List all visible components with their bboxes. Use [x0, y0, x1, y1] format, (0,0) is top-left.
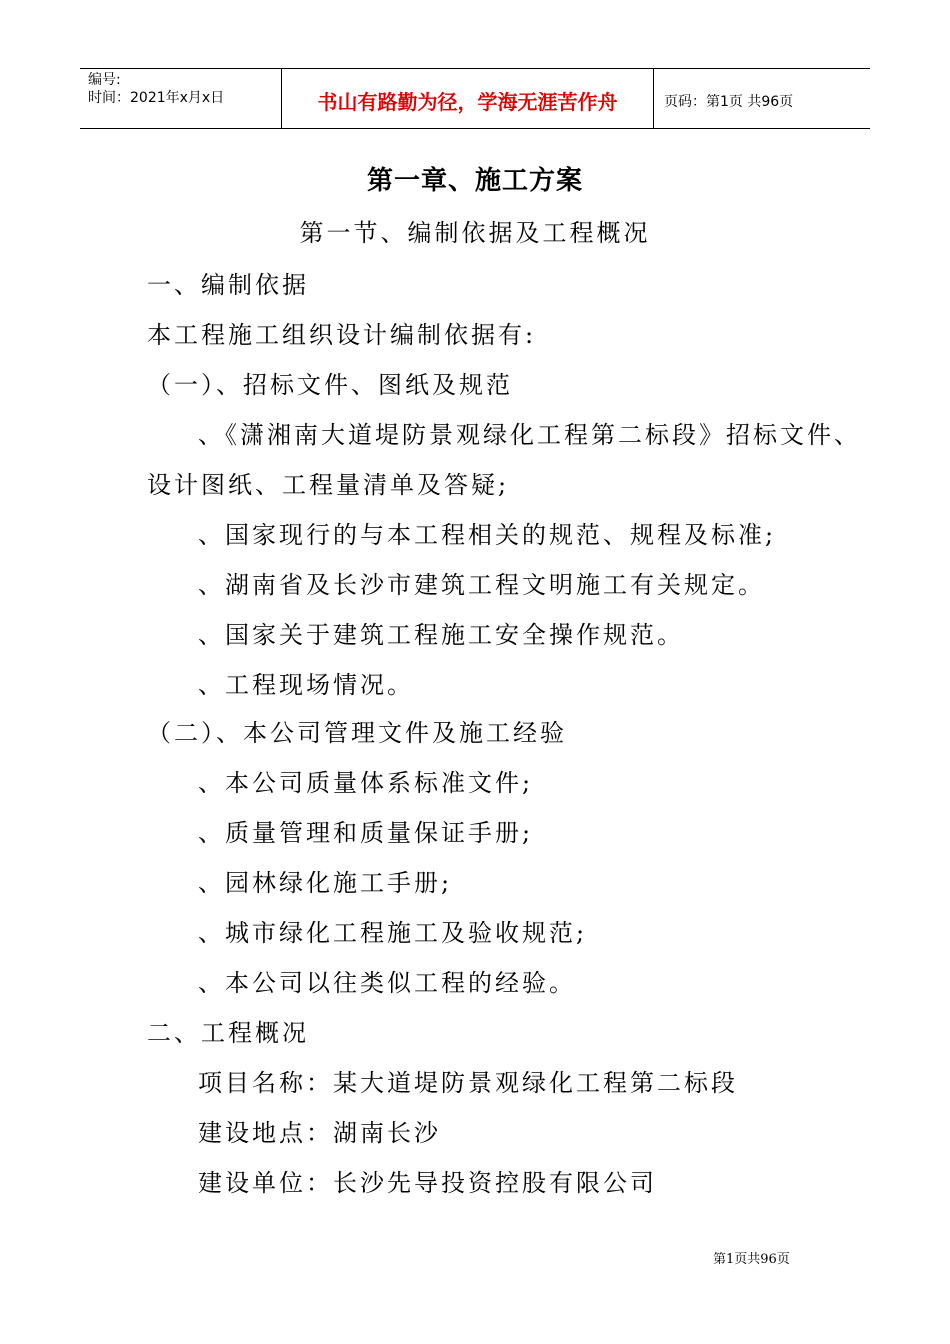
header-meta-cell: [80, 69, 281, 128]
list-item: 、质量管理和质量保证手册;: [198, 819, 534, 847]
header-table: [80, 68, 870, 129]
paragraph-line: 本工程施工组织设计编制依据有:: [147, 321, 537, 349]
footer-page-number: 第1页共96页: [713, 1252, 790, 1267]
list-item: 、《潇湘南大道堤防景观绿化工程第二标段》招标文件、: [198, 421, 861, 449]
list-item: 、国家关于建筑工程施工安全操作规范。: [198, 621, 684, 649]
heading-basis: 一、编制依据: [147, 271, 309, 299]
list-item: 、本公司以往类似工程的经验。: [198, 969, 576, 997]
list-item: 、国家现行的与本工程相关的规范、规程及标准;: [198, 521, 777, 549]
list-item: 、园林绿化施工手册;: [198, 869, 453, 897]
project-owner-line: 建设单位：长沙先导投资控股有限公司: [198, 1169, 657, 1197]
project-location-line: 建设地点：湖南长沙: [198, 1119, 441, 1147]
project-name-line: 项目名称：某大道堤防景观绿化工程第二标段: [198, 1069, 738, 1097]
header-motto: 书山有路勤为径，学海无涯苦作舟: [281, 69, 654, 128]
paragraph-line: 设计图纸、工程量清单及答疑;: [147, 471, 510, 499]
chapter-title: 第一章、施工方案: [366, 166, 583, 196]
list-item: 、城市绿化工程施工及验收规范;: [198, 919, 588, 947]
list-item: 、湖南省及长沙市建筑工程文明施工有关规定。: [198, 571, 765, 599]
list-item: 、工程现场情况。: [198, 671, 414, 699]
subheading-company-docs: （二）、本公司管理文件及施工经验: [147, 719, 567, 747]
section-title: 第一节、编制依据及工程概况: [299, 219, 651, 247]
heading-overview: 二、工程概况: [147, 1019, 309, 1047]
header-page-number: 页码：第1页 共96页: [664, 93, 794, 110]
list-item: 、本公司质量体系标准文件;: [198, 769, 534, 797]
document-number-label: 编号:: [88, 72, 121, 88]
document-date-label: 时间：2021年x月x日: [88, 90, 225, 106]
subheading-tender-docs: （一）、招标文件、图纸及规范: [147, 371, 513, 399]
